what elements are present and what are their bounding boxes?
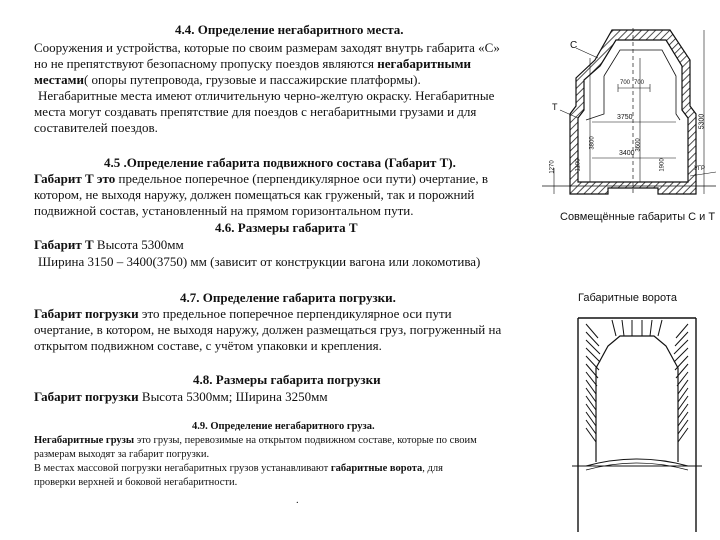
- dim-700-b: 700: [634, 80, 645, 86]
- stray-dot: .: [296, 495, 299, 506]
- section-4-9-title: 4.9. Определение негабаритного груза.: [192, 421, 375, 432]
- s47-line-2: очертание, в котором, не выходя наружу, должен размещаться груз, погруженный на: [34, 322, 502, 337]
- s45-line-2: котором, не выходя наружу, должен помещаться как груженый, так и порожний: [34, 187, 475, 202]
- section-4-4-title: 4.4. Определение негабаритного места.: [175, 22, 404, 37]
- s49-line-1: Негабаритные грузы это грузы, перевозимые на открытом подвижном составе, которые по своим: [34, 435, 477, 446]
- s47-line-1: Габарит погрузки это предельное поперечное перпендикулярное оси пути: [34, 306, 452, 321]
- section-4-5-title: 4.5 .Определение габарита подвижного состава (Габарит Т).: [104, 155, 456, 170]
- s47-line-3: открытом подвижном составе, с учётом упаковки и крепления.: [34, 338, 382, 353]
- section-4-6-title: 4.6. Размеры габарита Т: [215, 220, 358, 235]
- s45-line-3: подвижной состав, установленный на прямом горизонтальном пути.: [34, 203, 414, 218]
- section-4-8-title: 4.8. Размеры габарита погрузки: [193, 372, 381, 387]
- dim-3400: 3400: [619, 150, 635, 157]
- dim-5300: 5300: [698, 113, 706, 130]
- dim-3750: 3750: [617, 114, 633, 121]
- s44-line-3: местами( опоры путепровода, грузовые и пассажирские платформы).: [34, 72, 421, 87]
- s44-line-6: составителей поездов.: [34, 120, 158, 135]
- term-negabaritnymi: негабаритными: [377, 56, 471, 71]
- s49-line-4: проверки верхней и боковой негабаритности.: [34, 477, 238, 488]
- figure2-caption: Габаритные ворота: [578, 292, 677, 304]
- s46-line-2: Ширина 3150 – 3400(3750) мм (зависит от конструкции вагона или локомотива): [38, 254, 481, 269]
- s49-line-2: размерам выходят за габарит погрузки.: [34, 449, 210, 460]
- s44-line-2: но не препятствуют безопасному пропуску поездов являются негабаритными: [34, 56, 471, 71]
- s44-line-1: Сооружения и устройства, которые по своим размерам заходят внутрь габарита «С»: [34, 40, 500, 55]
- label-t: Т: [552, 102, 558, 112]
- s48-line-1: Габарит погрузки Высота 5300мм; Ширина 3250мм: [34, 389, 328, 404]
- dim-1270: 1270: [549, 160, 556, 174]
- s45-line-1: Габарит Т это предельное поперечное (перпендикулярное оси пути) очертание, в: [34, 171, 488, 186]
- s44-line-4: Негабаритные места имеют отличительную черно-желтую окраску. Негабаритные: [38, 88, 495, 103]
- clearance-diagram: [540, 18, 720, 208]
- section-4-7-title: 4.7. Определение габарита погрузки.: [180, 290, 396, 305]
- figure1-caption: Совмещённые габариты С и Т: [560, 211, 716, 223]
- term-mestami: местами: [34, 72, 84, 87]
- dim-700-a: 700: [620, 80, 631, 86]
- gate-gauge-outline: [596, 336, 678, 462]
- s44-line-5: места могут создавать препятствие для поездов с негабаритными грузами и для: [34, 104, 477, 119]
- dim-3600: 3600: [635, 138, 642, 152]
- label-c: С: [570, 40, 578, 51]
- clearance-gate-diagram: [572, 306, 702, 536]
- s46-line-1: Габарит Т Высота 5300мм: [34, 237, 184, 252]
- dim-1100: 1100: [575, 158, 582, 172]
- dim-3800: 3800: [589, 136, 596, 150]
- label-ugr: УГР: [694, 166, 706, 172]
- dim-1900: 1900: [659, 158, 666, 172]
- s49-line-3: В местах массовой погрузки негабаритных грузов устанавливают габаритные ворота, для: [34, 463, 443, 474]
